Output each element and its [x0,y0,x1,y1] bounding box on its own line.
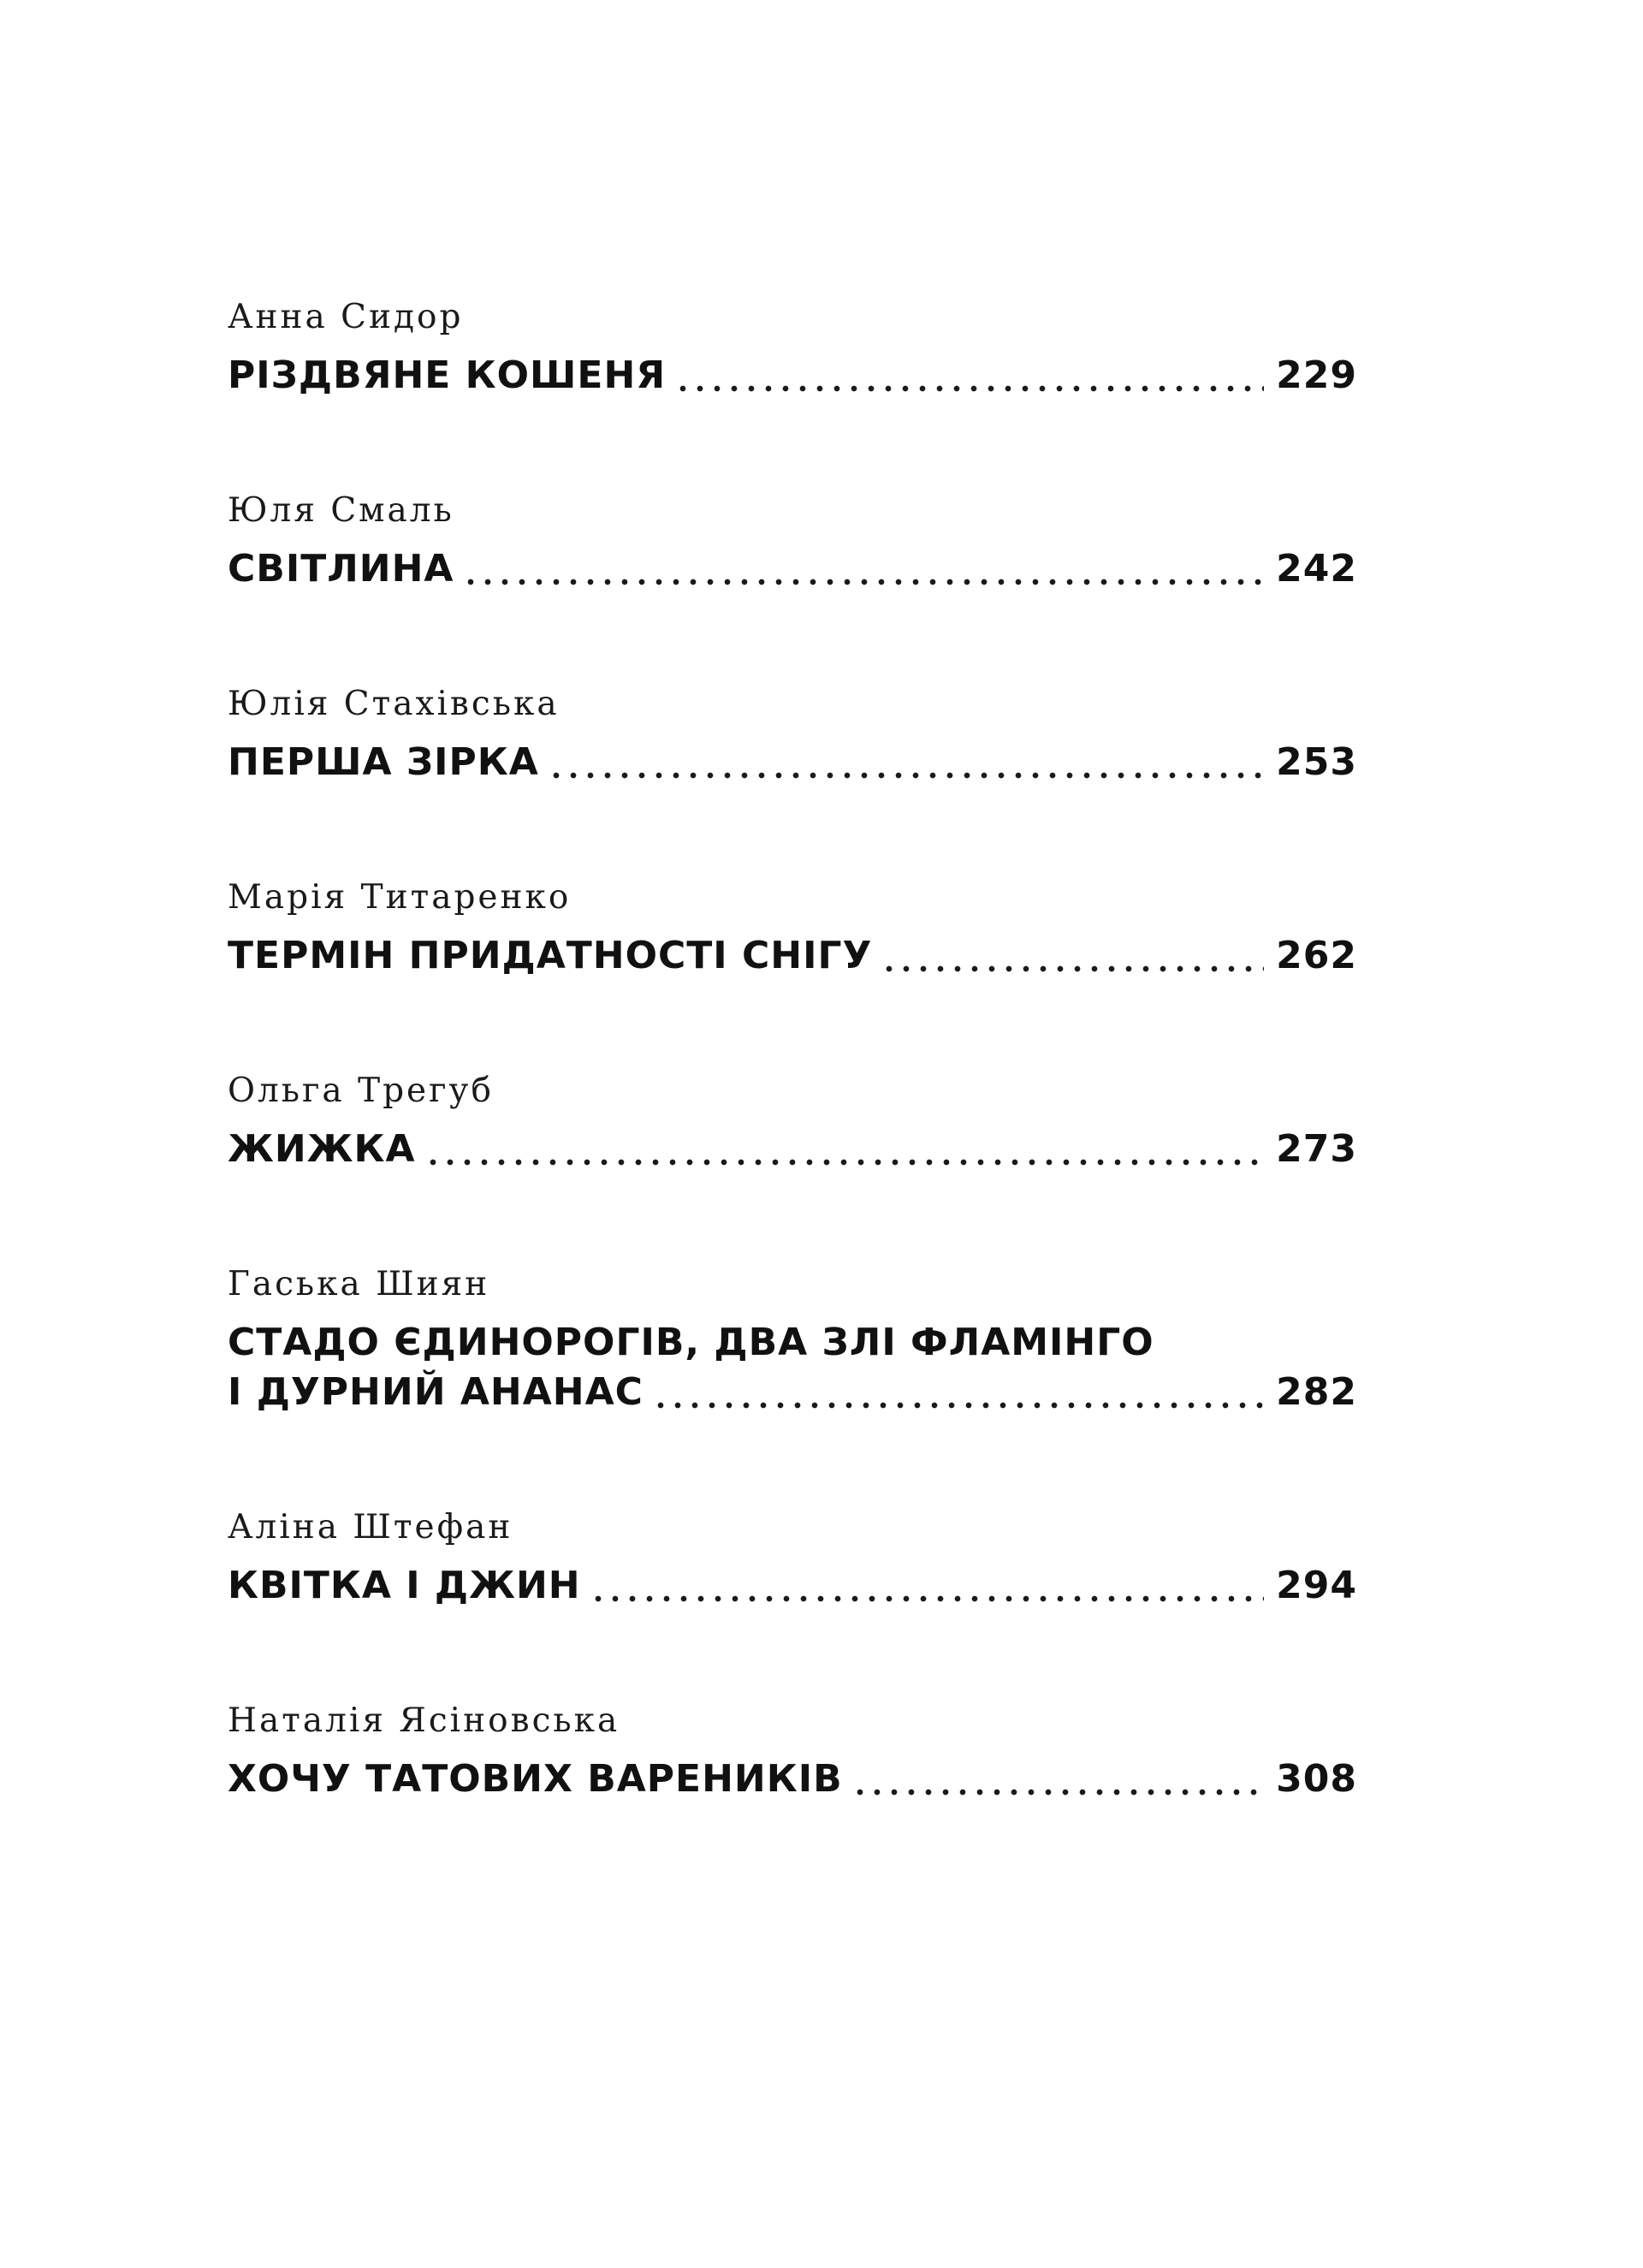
entry-title: І ДУРНИЙ АНАНАС [228,1370,644,1414]
entry-author: Гаська Шиян [228,1265,490,1303]
dot-leader [851,1754,1265,1804]
entry-title-line[interactable] [228,544,1357,594]
entry-title-line[interactable] [228,351,1357,401]
entry-author: Ольга Трегуб [228,1072,494,1110]
entry-title-first-line[interactable]: СТАДО ЄДИНОРОГІВ, ДВА ЗЛІ ФЛАМІНГО [228,1321,1154,1364]
entry-page-number: 308 [1276,1757,1357,1801]
table-of-contents [228,296,1357,1893]
entry-page-number: 273 [1276,1127,1357,1171]
entry-author: Наталія Ясіновська [228,1701,620,1740]
entry-title: РІЗДВЯНЕ КОШЕНЯ [228,353,667,397]
entry-page-number: 229 [1276,353,1357,397]
dot-leader [590,1561,1265,1611]
toc-entry [228,1506,1357,1611]
entry-title: КВІТКА І ДЖИН [228,1564,581,1607]
toc-entry [228,1070,1357,1174]
entry-author: Юля Смаль [228,491,454,530]
toc-entry [228,490,1357,594]
dot-leader [652,1368,1264,1417]
dot-leader [424,1125,1265,1174]
dot-leader [674,351,1264,401]
toc-entry [228,296,1357,401]
entry-title-line[interactable] [228,1754,1357,1804]
entry-page-number: 294 [1276,1564,1357,1607]
entry-page-number: 282 [1276,1370,1357,1414]
entry-author: Анна Сидор [228,298,464,336]
dot-leader [462,544,1264,594]
toc-entry [228,1700,1357,1804]
entry-title-line[interactable] [228,931,1357,981]
entry-author: Аліна Штефан [228,1508,513,1547]
dot-leader [881,931,1264,981]
entry-author: Марія Титаренко [228,878,572,917]
entry-title-line[interactable] [228,738,1357,787]
toc-entry [228,876,1357,981]
entry-page-number: 253 [1276,740,1357,784]
entry-page-number: 262 [1276,934,1357,977]
entry-title-line[interactable] [228,1561,1357,1611]
entry-title-line[interactable] [228,1125,1357,1174]
entry-title: СВІТЛИНА [228,547,454,591]
entry-title: ПЕРША ЗІРКА [228,740,539,784]
entry-page-number: 242 [1276,547,1357,591]
toc-entry [228,1263,1357,1417]
entry-title: ХОЧУ ТАТОВИХ ВАРЕНИКІВ [228,1757,843,1801]
dot-leader [548,738,1264,787]
entry-title: ЖИЖКА [228,1127,416,1171]
entry-title: ТЕРМІН ПРИДАТНОСТІ СНІГУ [228,934,873,977]
toc-entry [228,683,1357,787]
entry-author: Юлія Стахівська [228,685,560,723]
entry-title-line[interactable] [228,1368,1357,1417]
